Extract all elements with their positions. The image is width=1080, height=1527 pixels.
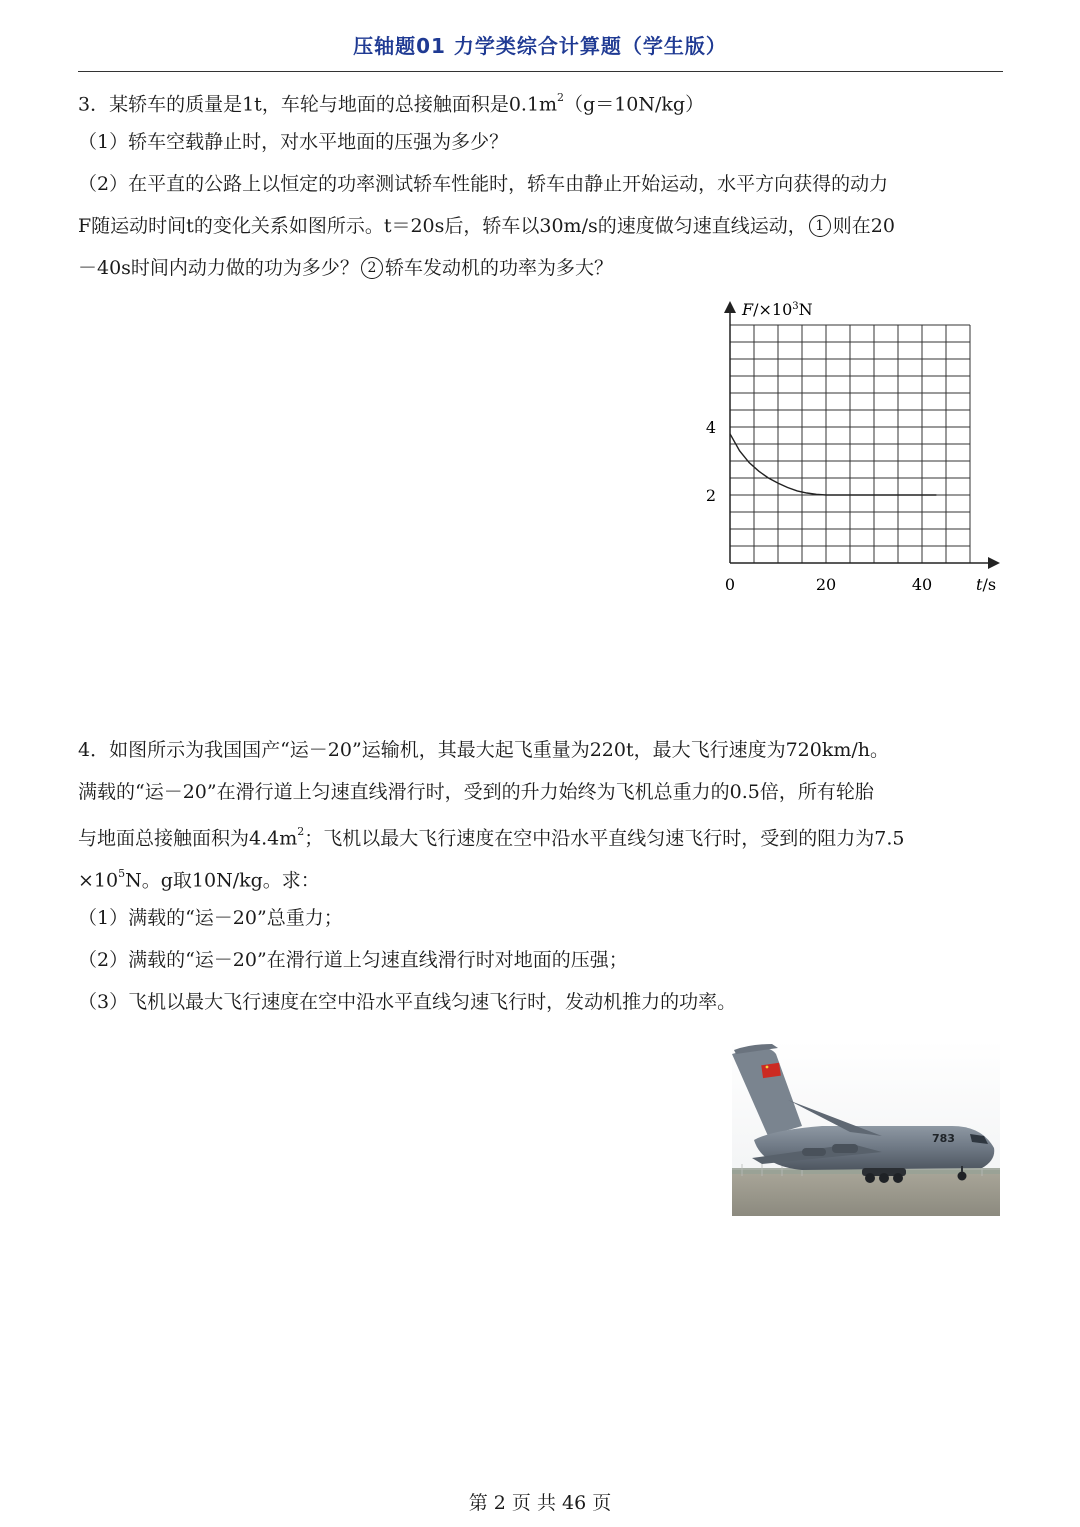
x-axis-label-unit: /s — [982, 575, 997, 594]
q4-part2: （2）满载的“运－20”在滑行道上匀速直线滑行时对地面的压强； — [78, 949, 628, 971]
force-time-chart — [696, 295, 1006, 605]
q3-stem-superscript: 2 — [557, 91, 565, 104]
q4-line3-tail: ；飞机以最大飞行速度在空中沿水平直线匀速飞行时，受到的阻力为7.5 — [304, 827, 905, 850]
y-axis-label-unit: /×10 — [753, 300, 793, 319]
force-curve — [730, 434, 936, 495]
y-axis-label-exponent: 3 — [792, 301, 799, 312]
q3-part2-line1: （2）在平直的公路上以恒定的功率测试轿车性能时，轿车由静止开始运动，水平方向获得的动力 — [78, 173, 889, 195]
q4-line3 — [78, 821, 904, 851]
x-axis-label — [976, 575, 996, 594]
q3-part1: （1）轿车空载静止时，对水平地面的压强为多少？ — [78, 131, 509, 153]
page-footer: 第 2 页 共 46 页 — [468, 1492, 612, 1514]
x-tick-labels — [725, 575, 932, 594]
q3-part2-line2 — [78, 213, 895, 239]
y-axis-label — [741, 300, 813, 319]
plane-tail-number: 783 — [932, 1132, 955, 1145]
x-axis-label-var: t — [976, 575, 983, 594]
q3-part2-line2-tail: 则在20 — [832, 215, 895, 237]
q3-part2-line3-tail: 轿车发动机的功率为多大？ — [384, 257, 613, 279]
q3-stem-text: 3．某轿车的质量是1t，车轮与地面的总接触面积是0.1m — [78, 93, 558, 116]
x-tick-label-0: 0 — [724, 575, 736, 594]
y-axis-label-var: F — [742, 300, 754, 319]
page-header-title: 压轴题01 力学类综合计算题（学生版） — [353, 34, 727, 58]
chart-grid — [730, 325, 970, 563]
q4-line3-superscript: 2 — [297, 825, 305, 838]
y-axis-label-n: N — [798, 300, 813, 319]
q3-part2-line2-text: F随运动时间t的变化关系如图所示。t＝20s后，轿车以30m/s的速度做匀速直线运动， — [78, 215, 807, 237]
q4-line1: 4．如图所示为我国国产“运－20”运输机，其最大起飞重量为220t，最大飞行速度为720km/h。 — [78, 739, 890, 761]
x-tick-label-1: 20 — [815, 575, 837, 594]
y-tick-label-0: 2 — [705, 486, 716, 505]
q3-stem — [78, 87, 704, 117]
x-tick-label-2: 40 — [911, 575, 933, 594]
q4-line4 — [78, 863, 320, 893]
q4-line4-tail: N。g取10N/kg。求： — [125, 869, 320, 892]
q3-stem-gravity: （g＝10N/kg） — [564, 93, 705, 116]
q4-line3-text: 与地面总接触面积为4.4m — [78, 827, 298, 850]
y20-transport-plane-image — [732, 1040, 1000, 1216]
circled-number-1: 1 — [809, 215, 831, 237]
y-tick-label-1: 4 — [705, 418, 716, 437]
circled-number-2: 2 — [361, 257, 383, 279]
q4-part3: （3）飞机以最大飞行速度在空中沿水平直线匀速飞行时，发动机推力的功率。 — [78, 991, 737, 1013]
y-tick-labels — [706, 418, 716, 505]
q4-line4-text: ×10 — [78, 869, 119, 892]
q4-line2: 满载的“运－20”在滑行道上匀速直线滑行时，受到的升力始终为飞机总重力的0.5倍，所有轮胎 — [78, 781, 874, 803]
q3-part2-line3 — [78, 255, 613, 281]
q4-line4-superscript: 5 — [118, 867, 126, 880]
q3-part2-line3-text: －40s时间内动力做的功为多少？ — [78, 257, 359, 279]
q4-part1: （1）满载的“运－20”总重力； — [78, 907, 343, 929]
header-divider — [78, 71, 1003, 72]
